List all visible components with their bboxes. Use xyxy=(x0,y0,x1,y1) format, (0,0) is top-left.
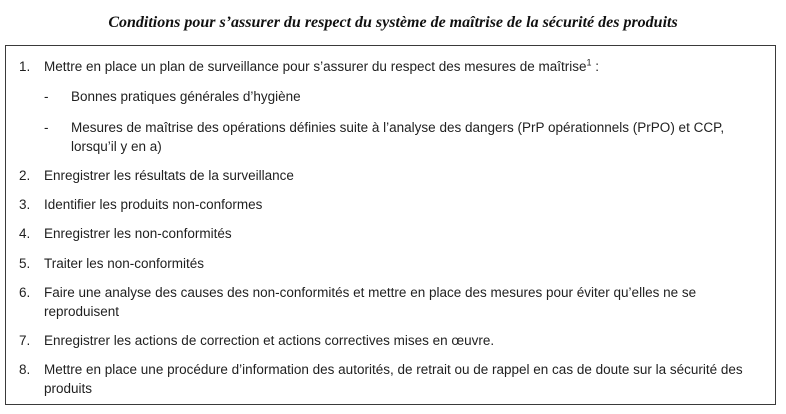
item-text: Enregistrer les actions de correction et actions correctives mises en œuvre. xyxy=(44,333,495,348)
item-text: Mettre en place une procédure d’information des autorités, de retrait ou de rappel en cas de doute sur la sécurité des produits xyxy=(44,362,743,396)
item-text: Enregistrer les résultats de la surveillance xyxy=(44,168,294,183)
item-number: 1. xyxy=(19,59,31,74)
item-text-main: Mettre en place un plan de surveillance pour s’assurer du respect des mesures de maîtrise xyxy=(44,59,587,74)
sub-item-text: Bonnes pratiques générales d’hygiène xyxy=(71,89,301,104)
item-number: 6. xyxy=(19,285,31,300)
item-text: Traiter les non-conformités xyxy=(44,256,205,271)
item-number: 3. xyxy=(19,197,31,212)
document-title: Conditions pour s’assurer du respect du système de maîtrise de la sécurité des produits xyxy=(108,14,678,31)
item-number: 7. xyxy=(19,333,31,348)
dash-bullet: - xyxy=(44,89,49,104)
item-number: 2. xyxy=(19,168,31,183)
sub-item-text: Mesures de maîtrise des opérations définies suite à l’analyse des dangers (PrP opérationnels (PrPO) et CCP, lorsqu’il y en a) xyxy=(71,120,725,154)
item-text: Identifier les produits non-conformes xyxy=(44,197,263,212)
item-number: 8. xyxy=(19,362,31,377)
item-text xyxy=(44,57,764,76)
item-text-suffix: : xyxy=(591,59,600,74)
footnote-marker: 1 xyxy=(586,57,592,68)
item-text: Enregistrer les non-conformités xyxy=(44,226,232,241)
conditions-box xyxy=(5,45,776,405)
item-number: 5. xyxy=(19,256,31,271)
item-text: Faire une analyse des causes des non-conformités et mettre en place des mesures pour éviter qu’elles ne se reproduisent xyxy=(44,285,697,319)
item-number: 4. xyxy=(19,226,31,241)
dash-bullet: - xyxy=(44,120,49,135)
